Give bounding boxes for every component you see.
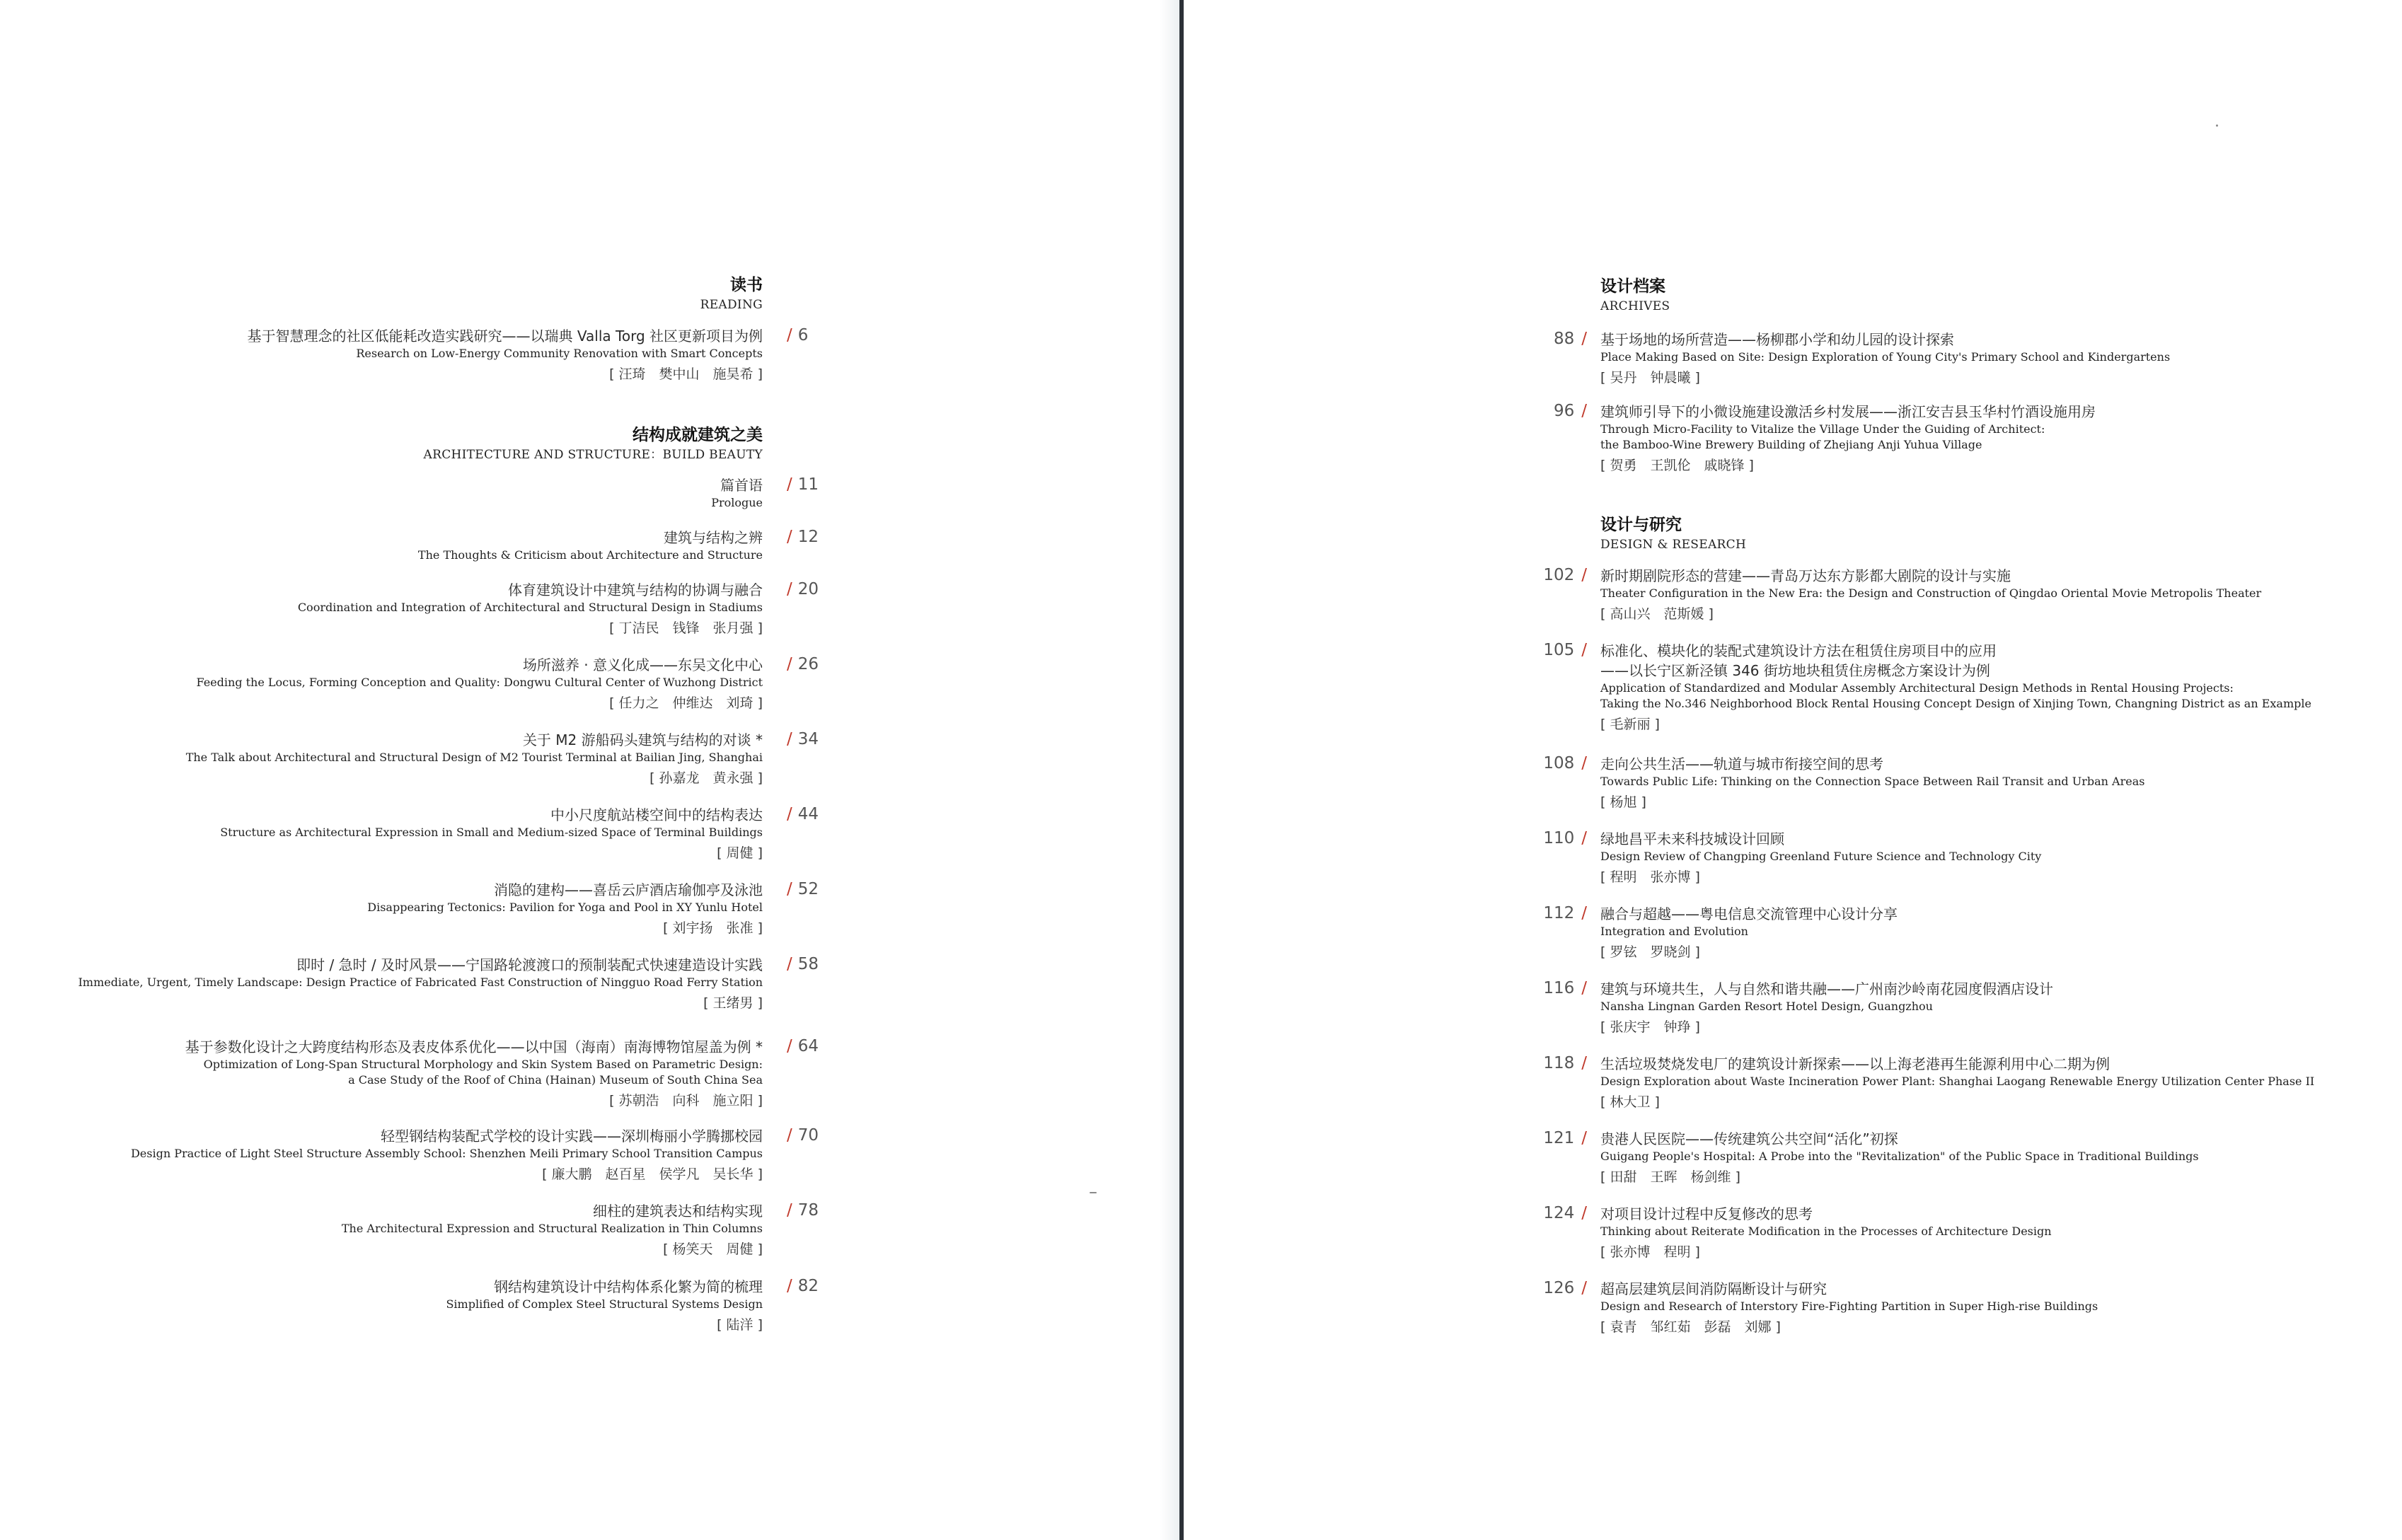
entry-title-en: Design and Research of Interstory Fire-Fighting Partition in Super High-rise Buildings [1600,1299,2098,1313]
entry-title-cn: 超高层建筑层间消防隔断设计与研究 [1600,1280,1827,1297]
page-number-slash: / [1581,904,1587,922]
page-number-slash: / [787,655,792,673]
section-title-en: DESIGN & RESEARCH [1600,538,1747,552]
toc-entry[interactable] [55,580,763,638]
page-number-value: 110 [1543,829,1575,847]
page-number-slash: / [1581,754,1587,772]
page-number-slash: / [787,880,792,898]
scan-speck [1090,1192,1097,1193]
entry-title-cn: 中小尺度航站楼空间中的结构表达 [550,806,763,823]
toc-entry[interactable] [55,1201,763,1259]
entry-authors: [ 苏朝浩 向科 施立阳 ] [609,1093,763,1108]
entry-title-en: The Thoughts & Criticism about Architecture and Structure [417,548,763,562]
page-number[interactable] [787,1126,872,1145]
page-number-value: 6 [797,326,809,345]
entry-title-en: The Architectural Expression and Structural Realization in Thin Columns [341,1222,763,1235]
entry-authors: [ 田甜 王晖 杨剑维 ] [1600,1169,1740,1185]
page-number[interactable] [1509,979,1587,997]
entry-title-en: Prologue [711,496,763,509]
entry-title-en: Design Practice of Light Steel Structure Assembly School: Shenzhen Meili Primary School Transition Campus [130,1147,763,1160]
entry-title-cn: 贵港人民医院——传统建筑公共空间“活化”初探 [1600,1130,1898,1147]
toc-entry[interactable] [55,1277,763,1335]
entry-authors: [ 杨笑天 周健 ] [663,1241,763,1257]
page-number-value: 126 [1543,1279,1575,1297]
page-number-value: 58 [797,955,819,973]
entry-title-cn: 新时期剧院形态的营建——青岛万达东方影都大剧院的设计与实施 [1600,567,2011,584]
section-header [1600,276,1670,315]
page-number[interactable] [787,655,872,673]
entry-title-cn: 篇首语 [720,477,763,494]
page-number-slash: / [787,955,792,973]
page-number-value: 82 [797,1277,819,1295]
page-number-value: 11 [797,475,819,494]
entry-title-cn: 融合与超越——粤电信息交流管理中心设计分享 [1600,905,1898,922]
entry-authors: [ 杨旭 ] [1600,794,1646,810]
page-number[interactable] [1509,1129,1587,1147]
page-number[interactable] [1509,402,1587,420]
entry-title-cn: 生活垃圾焚烧发电厂的建筑设计新探索——以上海老港再生能源利用中心二期为例 [1600,1055,2110,1072]
page-number-slash: / [787,326,792,345]
page-number[interactable] [1509,829,1587,847]
entry-title-cn: 标准化、模块化的装配式建筑设计方法在租赁住房项目中的应用 [1600,642,1997,659]
page-number[interactable] [787,805,872,823]
page-number-slash: / [787,1277,792,1295]
entry-authors: [ 丁洁民 钱锋 张月强 ] [609,620,763,636]
page-number-slash: / [1581,402,1587,420]
page-number-slash: / [1581,1129,1587,1147]
entry-title-en: Application of Standardized and Modular Assembly Architectural Design Methods in Rental Housing Projects: [1600,681,2234,695]
entry-title-cn: 对项目设计过程中反复修改的思考 [1600,1205,1813,1222]
entry-authors: [ 陆洋 ] [717,1317,763,1333]
toc-entry[interactable] [55,1037,763,1111]
section-title-cn: 结构成就建筑之美 [633,426,763,444]
entry-title-en: Through Micro-Facility to Vitalize the Village Under the Guiding of Architect: [1600,422,2045,436]
page-number-value: 44 [797,805,819,823]
toc-entry[interactable] [55,955,763,1013]
entry-title-en: Place Making Based on Site: Design Exploration of Young City's Primary School and Kindergartens [1600,350,2171,364]
entry-title-en: Nansha Lingnan Garden Resort Hotel Design, Guangzhou [1600,1000,1933,1013]
page-number-value: 88 [1553,330,1575,348]
page-number-value: 52 [797,880,819,898]
toc-entry[interactable] [1600,979,2379,1037]
entry-title-en: Optimization of Long-Span Structural Morphology and Skin System Based on Parametric Design: [203,1058,763,1071]
entry-title-en: Guigang People's Hospital: A Probe into the "Revitalization" of the Public Space in Traditional Buildings [1600,1150,2199,1163]
entry-title-cn: ——以长宁区新泾镇 346 街坊地块租赁住房概念方案设计为例 [1600,662,1990,679]
toc-entry[interactable] [1600,904,2379,962]
entry-title-en: Design Review of Changping Greenland Future Science and Technology City [1600,850,2042,863]
toc-entry[interactable] [55,475,763,511]
page-number[interactable] [787,1201,872,1220]
toc-entry[interactable] [55,805,763,863]
page-number[interactable] [1509,566,1587,584]
entry-authors: [ 孙嘉龙 黄永强 ] [649,770,763,786]
entry-title-cn: 基于场地的场所营造——杨柳郡小学和幼儿园的设计探索 [1600,331,1954,348]
page-number-slash: / [787,1201,792,1220]
toc-entry[interactable] [55,880,763,938]
entry-title-en: Structure as Architectural Expression in Small and Medium-sized Space of Terminal Buildings [220,826,763,839]
entry-title-cn: 轻型钢结构装配式学校的设计实践——深圳梅丽小学腾挪校园 [381,1128,763,1145]
page-number[interactable] [787,1037,872,1055]
entry-title-cn: 钢结构建筑设计中结构体系化繁为简的梳理 [494,1278,763,1295]
page-number-slash: / [787,730,792,748]
entry-title-cn: 建筑师引导下的小微设施建设激活乡村发展——浙江安吉县玉华村竹酒设施用房 [1600,403,2096,420]
page-number[interactable] [1509,1204,1587,1222]
page-number-value: 116 [1543,979,1575,997]
entry-authors: [ 林大卫 ] [1600,1094,1660,1110]
toc-entry[interactable] [1600,402,2379,475]
page-number-value: 108 [1543,754,1575,772]
page-number[interactable] [787,580,872,598]
toc-entry[interactable] [55,528,763,563]
page-number-slash: / [787,1126,792,1145]
entry-authors: [ 袁青 邹红茹 彭磊 刘娜 ] [1600,1319,1781,1335]
entry-authors: [ 王绪男 ] [703,995,763,1011]
page-number-slash: / [1581,1054,1587,1072]
page-number-value: 118 [1543,1054,1575,1072]
entry-title-en: Coordination and Integration of Architectural and Structural Design in Stadiums [297,601,763,614]
entry-authors: [ 贺勇 王凯伦 戚晓锋 ] [1600,458,1754,473]
toc-entry[interactable] [1600,1054,2379,1112]
page-number[interactable] [1509,1054,1587,1072]
toc-entry[interactable] [55,1126,763,1184]
page-number-slash: / [1581,829,1587,847]
entry-title-en: Taking the No.346 Neighborhood Block Rental Housing Concept Design of Xinjing Town, Changning District as an Example [1600,697,2311,710]
page-number[interactable] [1509,641,1587,659]
page-number[interactable] [787,475,872,494]
entry-authors: [ 张亦博 程明 ] [1600,1244,1700,1260]
page-number-value: 34 [797,730,819,748]
entry-title-cn: 基于智慧理念的社区低能耗改造实践研究——以瑞典 Valla Torg 社区更新项目为例 [247,328,763,345]
entry-authors: [ 程明 张亦博 ] [1600,869,1700,885]
entry-title-en: Disappearing Tectonics: Pavilion for Yoga and Pool in XY Yunlu Hotel [367,901,763,914]
page-number[interactable] [787,880,872,898]
section-title-en: ARCHITECTURE AND STRUCTURE：BUILD BEAUTY [423,448,763,462]
page-number[interactable] [1509,754,1587,772]
entry-title-cn: 细柱的建筑表达和结构实现 [593,1203,763,1220]
entry-title-cn: 消隐的建构——喜岳云庐酒店瑜伽亭及泳池 [494,881,763,898]
page-number-slash: / [787,1037,792,1055]
page-spine-shadow [1160,0,1179,1540]
page-number-value: 12 [797,528,819,546]
entry-title-en: Design Exploration about Waste Incineration Power Plant: Shanghai Laogang Renewable Energy Utilization Center Phase II [1600,1075,2315,1088]
section-title-en: ARCHIVES [1600,299,1670,313]
section-header [700,274,763,314]
page-number-slash: / [787,528,792,546]
toc-entry[interactable] [1600,829,2379,887]
toc-entry[interactable] [1600,1129,2379,1187]
toc-entry[interactable] [55,655,763,713]
entry-authors: [ 张庆宇 钟琤 ] [1600,1019,1700,1035]
page-number[interactable] [787,1277,872,1295]
entry-authors: [ 毛新丽 ] [1600,717,1660,732]
scan-speck [2216,125,2218,127]
page-number[interactable] [787,326,872,345]
toc-entry[interactable] [55,326,763,384]
entry-title-en: the Bamboo-Wine Brewery Building of Zhejiang Anji Yuhua Village [1600,438,1982,451]
page-number-slash: / [1581,979,1587,997]
page-number-slash: / [1581,1279,1587,1297]
section-header [1600,514,1746,554]
page-number-slash: / [1581,1204,1587,1222]
entry-title-en: Theater Configuration in the New Era: the Design and Construction of Qingdao Oriental Movie Metropolis Theater [1600,586,2262,600]
left-page [0,0,1160,1540]
page-number-value: 20 [797,580,819,598]
entry-authors: [ 罗铉 罗晓剑 ] [1600,944,1700,960]
entry-title-cn: 建筑与环境共生，人与自然和谐共融——广州南沙岭南花园度假酒店设计 [1600,980,2053,997]
page-number-value: 102 [1543,566,1575,584]
entry-title-cn: 场所滋养 · 意义化成——东吴文化中心 [522,656,763,673]
page-number[interactable] [787,730,872,748]
page-number[interactable] [787,528,872,546]
toc-entry[interactable] [1600,754,2379,812]
toc-entry[interactable] [1600,641,2379,734]
page-number-value: 64 [797,1037,819,1055]
page-number-value: 105 [1543,641,1575,659]
entry-title-cn: 关于 M2 游船码头建筑与结构的对谈 * [522,731,763,748]
entry-title-cn: 走向公共生活——轨道与城市衔接空间的思考 [1600,755,1883,772]
toc-entry[interactable] [55,730,763,788]
section-title-cn: 设计档案 [1600,277,1665,296]
section-title-en: READING [700,298,763,312]
section-title-cn: 设计与研究 [1600,516,1682,534]
page-number-value: 124 [1543,1204,1575,1222]
entry-authors: [ 刘宇扬 张准 ] [663,920,763,936]
entry-title-cn: 建筑与结构之辨 [664,529,763,546]
page-number-slash: / [1581,330,1587,348]
page-number-slash: / [1581,566,1587,584]
entry-title-en: Simplified of Complex Steel Structural Systems Design [446,1297,763,1311]
entry-title-en: The Talk about Architectural and Structural Design of M2 Tourist Terminal at Bailian Jing, Shanghai [185,751,763,764]
entry-title-en: Immediate, Urgent, Timely Landscape: Design Practice of Fabricated Fast Construction of Ningguo Road Ferry Station [78,975,763,989]
toc-entry[interactable] [1600,1279,2379,1337]
page-number-value: 26 [797,655,819,673]
entry-title-en: Towards Public Life: Thinking on the Connection Space Between Rail Transit and Urban Areas [1600,775,2145,788]
entry-authors: [ 周健 ] [717,845,763,861]
page-number-slash: / [787,580,792,598]
entry-title-en: a Case Study of the Roof of China (Hainan) Museum of South China Sea [348,1073,763,1087]
entry-authors: [ 高山兴 范斯媛 ] [1600,606,1714,622]
page-number-slash: / [787,805,792,823]
page-number-value: 78 [797,1201,819,1220]
page-number-value: 112 [1543,904,1575,922]
page-number-slash: / [1581,641,1587,659]
toc-entry[interactable] [1600,1204,2379,1262]
entry-title-en: Research on Low-Energy Community Renovation with Smart Concepts [356,347,763,360]
toc-entry[interactable] [1600,330,2379,388]
section-header [424,424,763,464]
entry-authors: [ 任力之 仲维达 刘琦 ] [609,695,763,711]
toc-entry[interactable] [1600,566,2379,624]
right-page [1184,0,2402,1540]
entry-title-cn: 基于参数化设计之大跨度结构形态及表皮体系优化——以中国（海南）南海博物馆屋盖为例 * [185,1038,763,1055]
entry-title-cn: 体育建筑设计中建筑与结构的协调与融合 [508,581,763,598]
entry-authors: [ 廉大鹏 赵百星 侯学凡 吴长华 ] [542,1166,763,1182]
page-number-value: 70 [797,1126,819,1145]
page-number[interactable] [787,955,872,973]
page-number[interactable] [1509,330,1587,348]
entry-title-en: Feeding the Locus, Forming Conception and Quality: Dongwu Cultural Center of Wuzhong District [196,676,763,689]
entry-authors: [ 吴丹 钟晨曦 ] [1600,370,1700,386]
entry-title-en: Thinking about Reiterate Modification in the Processes of Architecture Design [1600,1225,2052,1238]
entry-authors: [ 汪琦 樊中山 施昊希 ] [609,366,763,382]
page-number-slash: / [787,475,792,494]
entry-title-cn: 即时 / 急时 / 及时风景——宁国路轮渡渡口的预制装配式快速建造设计实践 [296,956,763,973]
entry-title-en: Integration and Evolution [1600,925,1748,938]
page-number-value: 121 [1543,1129,1575,1147]
page-number[interactable] [1509,1279,1587,1297]
section-title-cn: 读书 [730,276,763,294]
page-number[interactable] [1509,904,1587,922]
entry-title-cn: 绿地昌平未来科技城设计回顾 [1600,830,1784,847]
page-number-value: 96 [1553,402,1575,420]
